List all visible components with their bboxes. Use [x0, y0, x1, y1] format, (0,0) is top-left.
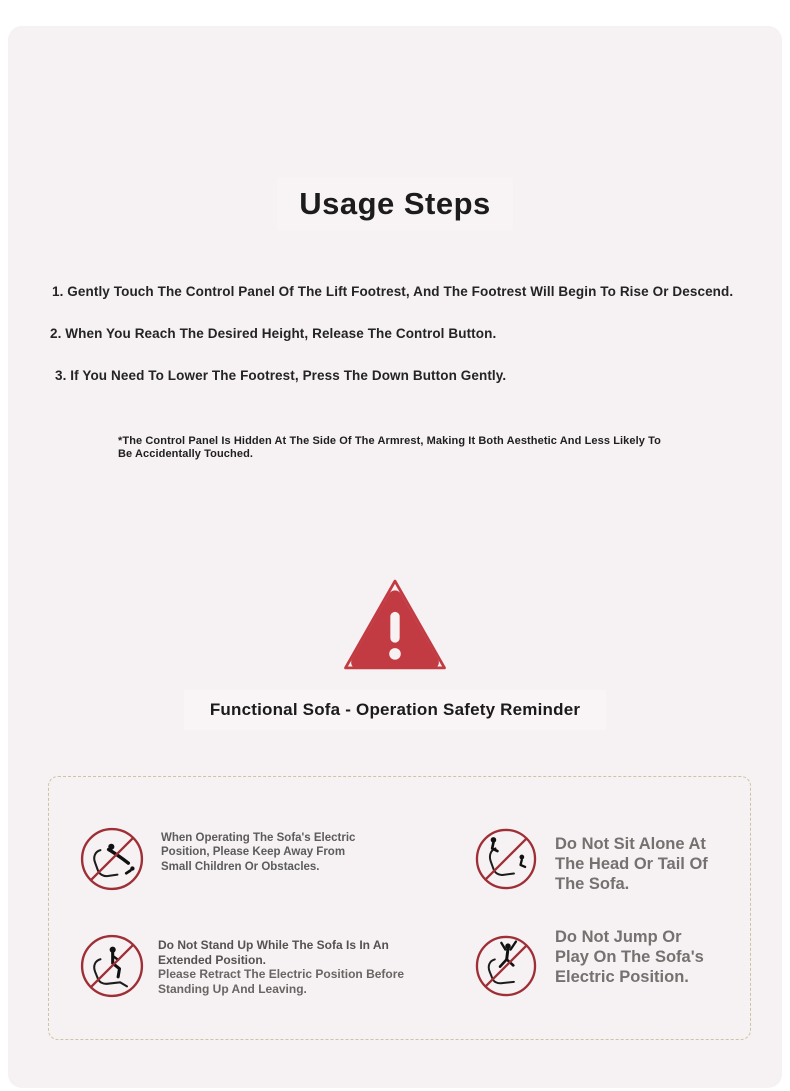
usage-step-2: 2. When You Reach The Desired Height, Release The Control Button. — [50, 326, 497, 341]
no-children-obstacles-icon — [78, 825, 146, 893]
usage-step-1: 1. Gently Touch The Control Panel Of The Lift Footrest, And The Footrest Will Begin To Rise Or Descend. — [52, 284, 734, 299]
warning-triangle-icon — [339, 572, 451, 676]
no-sit-head-tail-icon — [473, 826, 539, 892]
page-title: Usage Steps — [8, 178, 782, 230]
usage-step-3: 3. If You Need To Lower The Footrest, Press The Down Button Gently. — [55, 368, 507, 383]
safety-item-text-primary: Do Not Stand Up While The Sofa Is In An Extended Position. — [158, 938, 389, 967]
control-panel-note: *The Control Panel Is Hidden At The Side Of The Armrest, Making It Both Aesthetic And Less Likely To Be Accidentally Touched. — [118, 435, 661, 461]
no-jumping-icon — [473, 933, 539, 999]
safety-reminder-heading: Functional Sofa - Operation Safety Reminder — [8, 690, 782, 730]
safety-reminder-box — [48, 776, 751, 1040]
content-card — [8, 26, 782, 1088]
safety-item-text: When Operating The Sofa's Electric Position, Please Keep Away From Small Children Or Obstacles. — [161, 832, 356, 873]
safety-item-text: Do Not Sit Alone At The Head Or Tail Of The Sofa. — [555, 835, 708, 893]
no-standing-extended-icon — [78, 932, 146, 1000]
safety-item-text-secondary: Please Retract The Electric Position Before Standing Up And Leaving. — [158, 967, 405, 996]
safety-item-text: Do Not Jump Or Play On The Sofa's Electric Position. — [555, 928, 704, 986]
safety-item-text — [158, 938, 410, 997]
